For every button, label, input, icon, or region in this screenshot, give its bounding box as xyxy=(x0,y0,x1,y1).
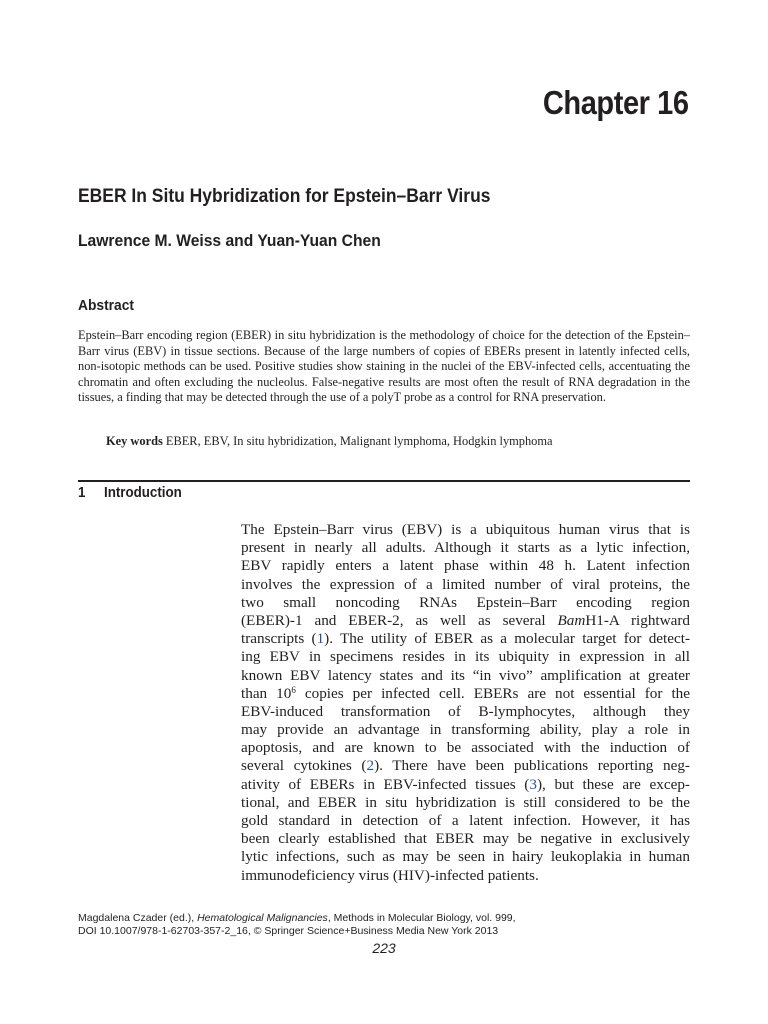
line-text: than 10 xyxy=(241,684,292,702)
line-text: several cytokines ( xyxy=(241,757,367,775)
paragraph-line: ing EBV in specimens resides in its ubiquity in expression in all xyxy=(241,648,690,666)
keywords-list: EBER, EBV, In situ hybridization, Malignant lymphoma, Hodgkin lymphoma xyxy=(165,434,553,448)
paragraph-line: involves the expression of a limited number of viral proteins, the xyxy=(241,575,690,593)
section-number: 1 xyxy=(78,485,86,501)
citation-link[interactable]: 3 xyxy=(529,775,537,793)
authors: Lawrence M. Weiss and Yuan-Yuan Chen xyxy=(78,231,381,250)
line-text: transcripts ( xyxy=(241,630,317,648)
paragraph-line: EBV rapidly enters a latent phase within 48 h. Latent infection xyxy=(241,557,690,575)
line-text: ). The utility of EBER as a molecular target for detect- xyxy=(324,630,691,648)
line-text: ), but these are excep- xyxy=(536,775,690,793)
introduction-body xyxy=(241,521,690,885)
abstract-text: Epstein–Barr encoding region (EBER) in situ hybridization is the methodology of choice for the detection of the Epstein–Barr virus (EBV) in tissue sections. Because of the large numbers of copies of EBERs present in latently infected cells, non-isotopic methods can be used. Positive studies show staining in the nuclei of the EBV-infected cells, accentuating the chromatin and often excluding the nucleolus. False-negative results are most often the result of RNA degradation in the tissues, a finding that may be detected through the use of a polyT probe as a control for RNA preservation. xyxy=(78,328,690,405)
chapter-title: EBER In Situ Hybridization for Epstein–Barr Virus xyxy=(78,186,491,207)
italic-gene-name: Bam xyxy=(557,611,586,629)
footer-text: Magdalena Czader (ed.), xyxy=(78,912,198,924)
footer-line-2: DOI 10.1007/978-1-62703-357-2_16, © Springer Science+Business Media New York 2013 xyxy=(78,924,499,937)
section-title: Introduction xyxy=(104,485,182,501)
superscript: 6 xyxy=(291,684,296,695)
paragraph-line: known EBV latency states and its “in vivo” amplification at greater xyxy=(241,666,690,684)
citation-link[interactable]: 1 xyxy=(316,630,325,648)
abstract-heading: Abstract xyxy=(78,297,134,314)
chapter-number: Chapter 16 xyxy=(543,84,689,121)
keywords-label: Key words xyxy=(106,434,163,448)
paragraph-line xyxy=(241,630,690,648)
paragraph-line: lytic infections, such as may be seen in hairy leukoplakia in human xyxy=(241,848,690,866)
paragraph-line: tional, and EBER in situ hybridization is still considered to be the xyxy=(241,793,690,811)
paragraph-line xyxy=(241,612,690,630)
line-text: ativity of EBERs in EBV-infected tissues ( xyxy=(241,775,530,793)
footer-line-1 xyxy=(78,912,516,925)
book-title: Hematological Malignancies xyxy=(197,912,328,924)
citation-link[interactable]: 2 xyxy=(366,757,375,775)
paragraph-line: gold standard in detection of a latent infection. However, it has xyxy=(241,812,690,829)
paragraph-line: present in nearly all adults. Although it starts as a lytic infection, xyxy=(241,539,690,557)
paragraph-line: apoptosis, and are known to be associated with the induction of xyxy=(241,739,690,757)
line-text: H1-A rightward xyxy=(585,611,690,629)
paragraph-line: may provide an advantage in transforming ability, play a role in xyxy=(241,721,690,739)
citation-footer xyxy=(78,912,516,937)
line-text: copies per infected cell. EBERs are not essential for the xyxy=(295,684,691,702)
line-text: (EBER)-1 and EBER-2, as well as several xyxy=(241,611,558,629)
paragraph-line: The Epstein–Barr virus (EBV) is a ubiquitous human virus that is xyxy=(241,521,690,538)
paragraph-line: EBV-induced transformation of B-lymphocytes, although they xyxy=(241,702,690,720)
section-rule xyxy=(78,480,690,482)
paragraph-line xyxy=(241,776,690,794)
page-number: 223 xyxy=(372,940,396,956)
keywords xyxy=(106,434,553,449)
footer-text: , Methods in Molecular Biology, vol. 999, xyxy=(327,912,516,924)
paragraph-line xyxy=(241,757,690,775)
line-text: ). There have been publications reporting neg- xyxy=(374,757,690,775)
paragraph-line: been clearly established that EBER may be negative in exclusively xyxy=(241,830,690,848)
paragraph-line: two small noncoding RNAs Epstein–Barr encoding region xyxy=(241,593,690,611)
paragraph-line xyxy=(241,685,690,703)
paragraph-line: immunodeficiency virus (HIV)-infected patients. xyxy=(241,866,539,884)
